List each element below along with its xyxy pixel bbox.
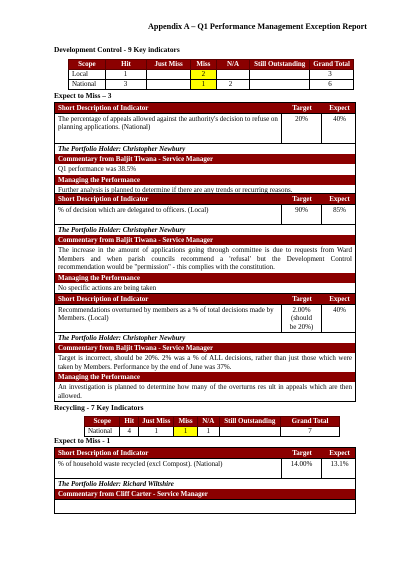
commentary-empty [55, 499, 355, 513]
table-row [69, 80, 354, 90]
short-desc-label: Short Description of Indicator [58, 449, 149, 457]
target-line: (should [291, 314, 312, 323]
cell-still-outstanding [250, 80, 310, 90]
indicator-description: Recommendations overturned by members as a % of total decisions made by Members. (Local) [58, 306, 274, 323]
commentary-header: Commentary from Cliff Carter - Service Manager [55, 489, 355, 499]
col-scope: Scope [69, 60, 106, 70]
recycling-expect-heading: Expect to Miss - 1 [54, 436, 111, 445]
col-grand-total: Grand Total [310, 60, 354, 70]
portfolio-holder: The Portfolio Holder: Christopher Newbury [55, 143, 355, 154]
indicator-block-1 [54, 102, 356, 196]
indicator-header [55, 194, 355, 204]
indicator-header [55, 103, 355, 113]
report-title: Appendix A – Q1 Performance Management Exception Report [148, 22, 367, 31]
cell-scope: Local [69, 70, 106, 80]
indicator-row [55, 458, 355, 478]
indicator-description: The percentage of appeals allowed against the authority's decision to refuse on planning applications. (National) [58, 115, 278, 132]
commentary-header: Commentary from Baljit Tiwana - Service Manager [55, 154, 355, 164]
target-label: Target [292, 295, 312, 303]
expect-label: Expect [329, 295, 350, 303]
target-label: Target [292, 449, 312, 457]
indicator-expect: 13.1% [321, 459, 357, 478]
cell-grand-total: 7 [281, 427, 340, 437]
target-line: be 20%) [289, 322, 314, 331]
col-miss: Miss [190, 60, 216, 70]
cell-miss: 1 [190, 80, 216, 90]
dev-control-heading: Development Control - 9 Key indicators [54, 45, 180, 54]
cell-scope: National [85, 427, 120, 437]
commentary-text: Target is incorrect, should be 20%. 2% was a % of ALL decisions, rather than just those which were taken by Members. Performance by the end of June was 37%. [58, 354, 352, 371]
recycling-scope-table [84, 416, 340, 437]
managing-text: Further analysis is planned to determine if there are any trends or recurring reasons. [58, 185, 293, 194]
managing-header: Managing the Performance [55, 372, 355, 382]
target-label: Target [292, 104, 312, 112]
indicator-expect: 40% [321, 305, 357, 332]
indicator-target: 14.00% [281, 459, 321, 478]
cell-still-outstanding [250, 70, 310, 80]
cell-just-miss [147, 70, 191, 80]
cell-still-outstanding [219, 427, 281, 437]
indicator-block-2 [54, 193, 356, 294]
col-just-miss: Just Miss [147, 60, 191, 70]
managing-header: Managing the Performance [55, 273, 355, 283]
dev-expect-heading: Expect to Miss – 3 [54, 91, 112, 100]
commentary-header: Commentary from Baljit Tiwana - Service Manager [55, 343, 355, 353]
indicator-block-3 [54, 293, 356, 402]
indicator-target [281, 305, 321, 332]
cell-scope: National [69, 80, 106, 90]
short-desc-label: Short Description of Indicator [58, 295, 149, 303]
expect-label: Expect [329, 195, 350, 203]
indicator-description: % of decision which are delegated to officers. (Local) [58, 206, 209, 214]
cell-miss: 1 [174, 427, 198, 437]
portfolio-holder: The Portfolio Holder: Christopher Newbury [55, 332, 355, 343]
indicator-description: % of household waste recycled (excl Compost). (National) [58, 460, 223, 468]
short-desc-label: Short Description of Indicator [58, 104, 149, 112]
cell-grand-total: 3 [310, 70, 354, 80]
target-label: Target [292, 195, 312, 203]
col-hit: Hit [105, 60, 146, 70]
col-grand-total: Grand Total [281, 417, 340, 427]
col-still-outstanding: Still Outstanding [250, 60, 310, 70]
expect-label: Expect [329, 449, 350, 457]
dev-scope-table [68, 59, 354, 90]
commentary-text: The increase in the amount of applications going through committee is due to requests from Ward Members and when parish councils recommend a 'refusal' but the Development Control recommendation would be "permission" - this complies with the constitution. [58, 246, 352, 272]
commentary-header: Commentary from Baljit Tiwana - Service Manager [55, 235, 355, 245]
recycling-indicator-block [54, 447, 356, 514]
indicator-header [55, 448, 355, 458]
cell-na: 1 [197, 427, 219, 437]
dev-table-header-row [69, 60, 354, 70]
indicator-target: 90% [281, 205, 321, 224]
commentary-text: Q1 performance was 38.5% [58, 165, 137, 174]
portfolio-holder: The Portfolio Holder: Christopher Newbury [55, 224, 355, 235]
col-na: N/A [197, 417, 219, 427]
col-scope: Scope [85, 417, 120, 427]
cell-hit: 3 [105, 80, 146, 90]
indicator-target: 20% [281, 114, 321, 143]
cell-just-miss: 1 [139, 427, 174, 437]
col-miss: Miss [174, 417, 198, 427]
cell-just-miss [147, 80, 191, 90]
indicator-row [55, 204, 355, 224]
cell-hit: 1 [105, 70, 146, 80]
table-row [85, 427, 340, 437]
cell-na [216, 70, 250, 80]
cell-na: 2 [216, 80, 250, 90]
table-row [69, 70, 354, 80]
col-hit: Hit [120, 417, 139, 427]
recycling-table-header-row [85, 417, 340, 427]
cell-grand-total: 6 [310, 80, 354, 90]
managing-text: No specific actions are being taken [58, 283, 157, 292]
col-na: N/A [216, 60, 250, 70]
indicator-row [55, 304, 355, 332]
col-just-miss: Just Miss [139, 417, 174, 427]
indicator-expect: 40% [321, 114, 357, 143]
cell-miss: 2 [190, 70, 216, 80]
col-still-outstanding: Still Outstanding [219, 417, 281, 427]
recycling-heading: Recycling - 7 Key Indicators [54, 403, 144, 412]
cell-hit: 4 [120, 427, 139, 437]
managing-header: Managing the Performance [55, 175, 355, 185]
expect-label: Expect [329, 104, 350, 112]
indicator-expect: 85% [321, 205, 357, 224]
portfolio-holder: The Portfolio Holder: Richard Wiltshire [55, 478, 355, 489]
indicator-header [55, 294, 355, 304]
short-desc-label: Short Description of Indicator [58, 195, 149, 203]
indicator-row [55, 113, 355, 143]
target-line: 2.00% [292, 306, 311, 314]
managing-text: An investigation is planned to determine how many of the overturns res ult in appeals which are then allowed. [58, 383, 352, 400]
